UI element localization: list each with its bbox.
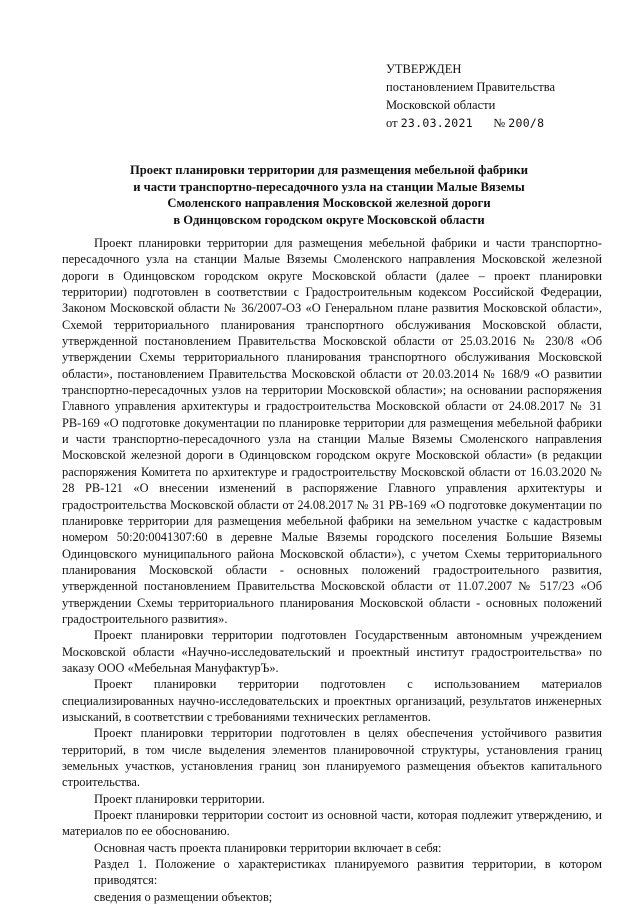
title-line-3: Смоленского направления Московской железной дороги: [167, 196, 491, 210]
paragraph-5: Проект планировки территории.: [94, 791, 265, 806]
document-body: [62, 235, 602, 905]
approval-number: 200/8: [508, 116, 545, 130]
title-line-2: и части транспортно-пересадочного узла на станции Малые Вяземы: [133, 179, 525, 194]
paragraph-9: сведения о размещении объектов;: [94, 889, 273, 904]
approval-number-label: №: [493, 116, 506, 130]
approval-stamp: [386, 60, 626, 132]
paragraph-2: Проект планировки территории подготовлен Государственным автономным учреждением Московской области «Научно-исследовательский и проектный институт градостроительства» по заказу ООО «Мебельная МануфактурЪ».: [62, 628, 602, 675]
approval-date: 23.03.2021: [400, 116, 473, 130]
paragraph-8: Раздел 1. Положение о характеристиках планируемого развития территории, в котором приводятся:: [94, 857, 602, 888]
approval-from-label: от: [386, 116, 398, 130]
approval-line-1: постановлением Правительства: [386, 80, 556, 94]
approval-status: УТВЕРЖДЕН: [386, 62, 462, 76]
paragraph-4: Проект планировки территории подготовлен в целях обеспечения устойчивого развития территорий, в том числе выделения элементов планировочной структуры, установления границ земельных участков, установления границ зон планируемого размещения объектов капитального строительства.: [62, 726, 602, 790]
paragraph-7: Основная часть проекта планировки территории включает в себя:: [94, 840, 442, 855]
title-line-4: в Одинцовском городском округе Московской области: [173, 212, 485, 227]
paragraph-3: Проект планировки территории подготовлен с использованием материалов специализированных научно-исследовательских и проектных организаций, результатов инженерных изысканий, в соответствии с требованиями технических регламентов.: [62, 677, 602, 724]
paragraph-1: Проект планировки территории для размещения мебельной фабрики и части транспортно-пересадочного узла на станции Малые Вяземы Смоленского направления Московской железной дороги в Одинцовском городском округе Московской области (далее – проект планировки территории) подготовлен в соответствии с Градостроительным кодексом Российской Федерации, Законом Московской области № 36/2007-ОЗ «О Генеральном плане развития Московской области», Схемой территориального планирования транспортного обслуживания Московской области, утвержденной постановлением Правительства Московской области от 25.03.2016 № 230/8 «Об утверждении Схемы территориального планирования транспортного обслуживания Московской области», постановлением Правительства Московской области от 20.03.2014 № 168/9 «О развитии транспортно-пересадочных узлов на территории Московской области»; на основании распоряжения Главного управления архитектуры и градостроительства Московской области от 24.08.2017 № 31 РВ-169 «О подготовке документации по планировке территории для размещения мебельной фабрики и части транспортно-пересадочного узла на станции Малые Вяземы Смоленского направления Московской железной дороги в Одинцовском городском округе Московской области» (в редакции распоряжения Комитета по архитектуре и градостроительству Московской области от 16.03.2020 № 28 РВ-121 «О внесении изменений в распоряжение Главного управления архитектуры и градостроительства Московской области от 24.08.2017 № 31 РВ-169 «О подготовке документации по планировке территории для размещения мебельной фабрики на земельном участке с кадастровым номером 50:20:0041307:60 в деревне Малые Вяземы городского поселения Большие Вяземы Одинцовского муниципального района Московской области»), с учетом Схемы территориального планирования Московской области - основных положений градостроительного развития, утвержденной постановлением Правительства Московской области от 11.07.2007 № 517/23 «Об утверждении Схемы территориального планирования Московской области - основных положений градостроительного развития».: [62, 236, 602, 626]
approval-line-2: Московской области: [386, 98, 496, 112]
paragraph-6: Проект планировки территории состоит из основной части, которая подлежит утверждению, и материалов по ее обоснованию.: [62, 808, 602, 839]
document-title: [80, 162, 578, 228]
title-line-1: Проект планировки территории для размещения мебельной фабрики: [130, 163, 528, 177]
approval-date-line: [386, 114, 626, 132]
